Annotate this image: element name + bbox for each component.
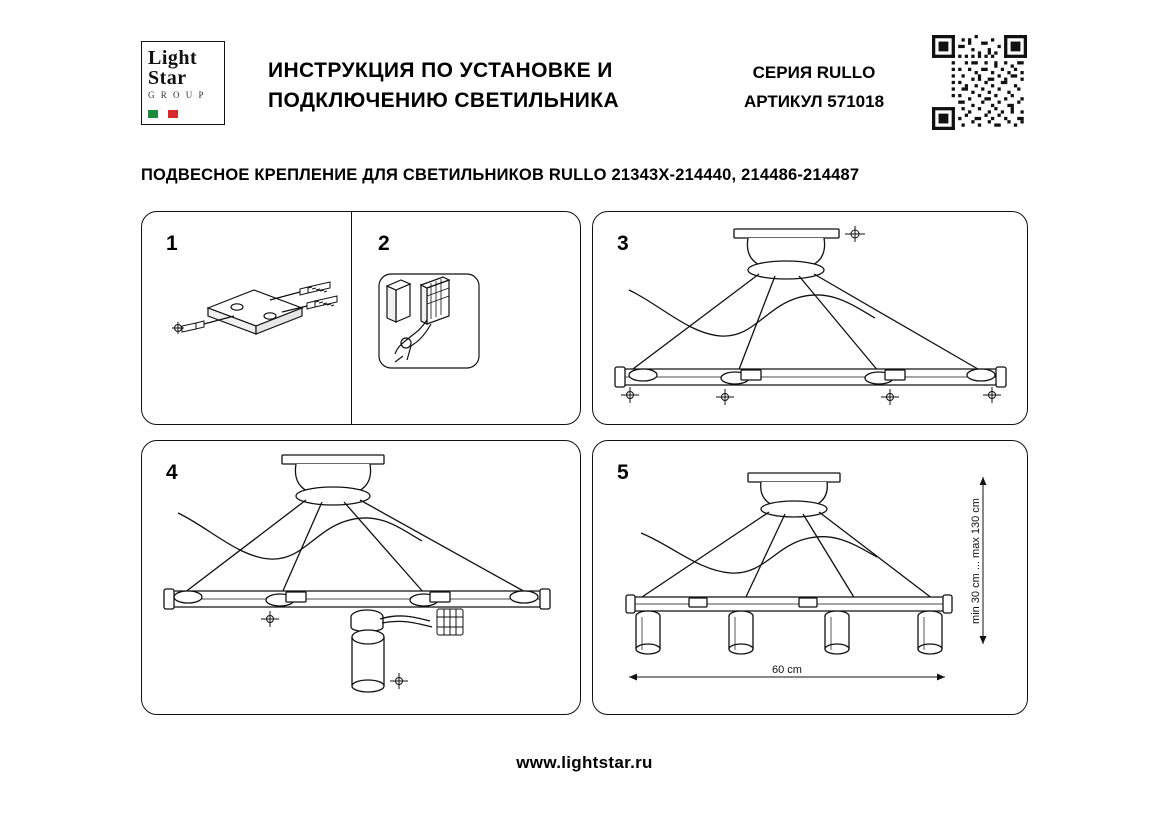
product-meta — [714, 58, 914, 116]
step-number-1: 1 — [166, 232, 178, 255]
section-subtitle: ПОДВЕСНОЕ КРЕПЛЕНИЕ ДЛЯ СВЕТИЛЬНИКОВ RULLO 21343X-214440, 214486-214487 — [141, 166, 860, 184]
lightstar-logo — [141, 41, 225, 125]
footer-website: www.lightstar.ru — [516, 753, 653, 772]
width-dimension-label: 60 cm — [772, 664, 802, 676]
article-label: АРТИКУЛ 571018 — [743, 92, 885, 111]
page-title: ИНСТРУКЦИЯ ПО УСТАНОВКЕ И ПОДКЛЮЧЕНИЮ СВЕТИЛЬНИКА — [268, 59, 620, 112]
qr-code-icon — [932, 35, 1027, 130]
figure-mounting-bracket — [142, 212, 351, 431]
step-number-4: 4 — [166, 461, 178, 484]
italian-flag-icon — [148, 110, 178, 118]
series-label: СЕРИЯ RULLO — [752, 63, 876, 82]
step-panel-3 — [592, 211, 1028, 425]
figure-canopy-bar-assembly — [593, 212, 1029, 431]
logo-line-1: Light — [148, 47, 198, 69]
height-dimension-label: min 30 cm ... max 130 cm — [970, 498, 982, 624]
figure-lamp-module-installation — [142, 441, 582, 721]
step-number-5: 5 — [617, 461, 629, 484]
figure-final-assembly — [593, 441, 1029, 721]
step-panel-1-2 — [141, 211, 581, 425]
figure-wiring-terminal — [351, 212, 582, 431]
step-number-2: 2 — [378, 232, 390, 255]
logo-line-2: Star — [148, 67, 187, 89]
step-number-3: 3 — [617, 232, 629, 255]
logo-line-3: G R O U P — [148, 90, 206, 100]
step-panel-5 — [592, 440, 1028, 715]
step-panel-4 — [141, 440, 581, 715]
